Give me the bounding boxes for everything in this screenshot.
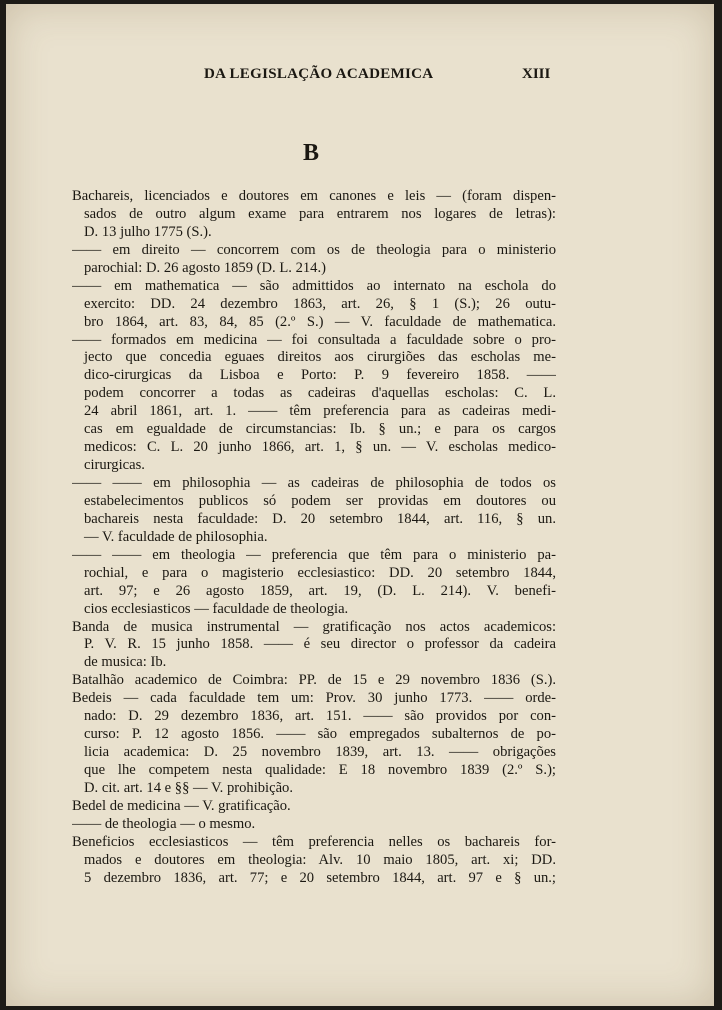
text-line: bachareis nesta faculdade: D. 20 setembro 1844, art. 116, § un. bbox=[84, 510, 556, 527]
text-line: —— em mathematica — são admittidos ao internato na escholа do bbox=[72, 277, 556, 294]
text-line: D. 13 julho 1775 (S.). bbox=[84, 223, 212, 240]
text-line: —— em direito — concorrem com os de theologia para o ministerio bbox=[72, 241, 556, 258]
text-line: —— —— em theologia — preferencia que têm para o ministerio pa- bbox=[72, 546, 556, 563]
text-line: rochial, e para o magisterio ecclesiastico: DD. 20 setembro 1844, bbox=[84, 564, 556, 581]
text-line: estabelecimentos publicos só podem ser providas em doutores ou bbox=[84, 492, 556, 509]
text-line: parochial: D. 26 agosto 1859 (D. L. 214.) bbox=[84, 259, 326, 276]
text-line: mados e doutores em theologia: Alv. 10 maio 1805, art. xi; DD. bbox=[84, 851, 556, 868]
text-line: cas em egualdade de circumstancias: Ib. § un.; e para os cargos bbox=[84, 421, 556, 438]
text-line: bro 1864, art. 83, 84, 85 (2.º S.) — V. faculdade de mathematica. bbox=[84, 313, 556, 330]
text-line: Bedeis — cada faculdade tem um: Prov. 30 junho 1773. —— orde- bbox=[72, 690, 556, 707]
text-line: que lhe competem nesta qualidade: E 18 novembro 1839 (2.º S.); bbox=[84, 762, 556, 778]
text-line: medicos: C. L. 20 junho 1866, art. 1, § un. — V. escholas medico- bbox=[84, 439, 556, 456]
text-line: —— —— em philosophia — as cadeiras de philosophia de todos os bbox=[72, 475, 556, 491]
text-line: — V. faculdade de philosophia. bbox=[84, 528, 268, 545]
page-number: XIII bbox=[522, 66, 551, 82]
text-line: Beneficios ecclesiasticos — têm preferencia nelles os bachareis for- bbox=[72, 833, 556, 850]
text-line: 5 dezembro 1836, art. 77; e 20 setembro 1844, art. 97 e § un.; bbox=[84, 869, 556, 886]
text-line: cirurgicas. bbox=[84, 457, 145, 474]
text-line: —— formados em medicina — foi consultada a faculdade sobre o pro- bbox=[72, 331, 556, 348]
text-line: sados de outro algum exame para entrarem nos logares de letras): bbox=[84, 205, 556, 222]
text-line: Batalhão academico de Coimbra: PP. de 15 e 29 novembro 1836 (S.). bbox=[72, 672, 556, 689]
text-line: curso: P. 12 agosto 1856. —— são empregados subalternos de po- bbox=[84, 726, 556, 743]
text-line: de musica: Ib. bbox=[84, 654, 167, 671]
text-line: D. cit. art. 14 e §§ — V. prohibição. bbox=[84, 779, 294, 796]
section-letter: B bbox=[302, 140, 319, 166]
text-line: podem concorrer a todas as cadeiras d'aquellas escholas: C. L. bbox=[84, 385, 556, 402]
text-line: Bedel de medicina — V. gratificação. bbox=[72, 797, 291, 814]
text-line: art. 97; e 26 agosto 1859, art. 19, (D. L. 214). V. benefi- bbox=[84, 582, 556, 599]
text-line: —— de theologia — o mesmo. bbox=[72, 815, 256, 832]
text-line: exercito: DD. 24 dezembro 1863, art. 26, § 1 (S.); 26 outu- bbox=[84, 295, 556, 312]
text-line: cios ecclesiasticos — faculdade de theologia. bbox=[84, 600, 349, 617]
text-line: Banda de musica instrumental — gratificação nos actos academicos: bbox=[72, 618, 556, 635]
text-line: Bachareis, licenciados e doutores em canones e leis — (foram dispen- bbox=[72, 188, 556, 204]
text-line: nado: D. 29 dezembro 1836, art. 151. —— são providos por con- bbox=[84, 708, 556, 725]
text-line: jecto que concedia eguaes direitos aos cirurgiões das escholas me- bbox=[84, 349, 556, 366]
header-title: DA LEGISLAÇÃO ACADEMICA bbox=[204, 66, 434, 82]
text-line: licia academica: D. 25 novembro 1839, art. 13. —— obrigações bbox=[84, 744, 556, 761]
text-line: P. V. R. 15 junho 1858. —— é seu director o professor da cadeira bbox=[84, 636, 556, 653]
text-line: dico-cirurgicas da Lisboa e Porto: P. 9 fevereiro 1858. —— bbox=[84, 367, 556, 384]
entries-text bbox=[72, 188, 556, 888]
text-line: 24 abril 1861, art. 1. —— têm preferencia para as cadeiras medi- bbox=[84, 403, 556, 420]
